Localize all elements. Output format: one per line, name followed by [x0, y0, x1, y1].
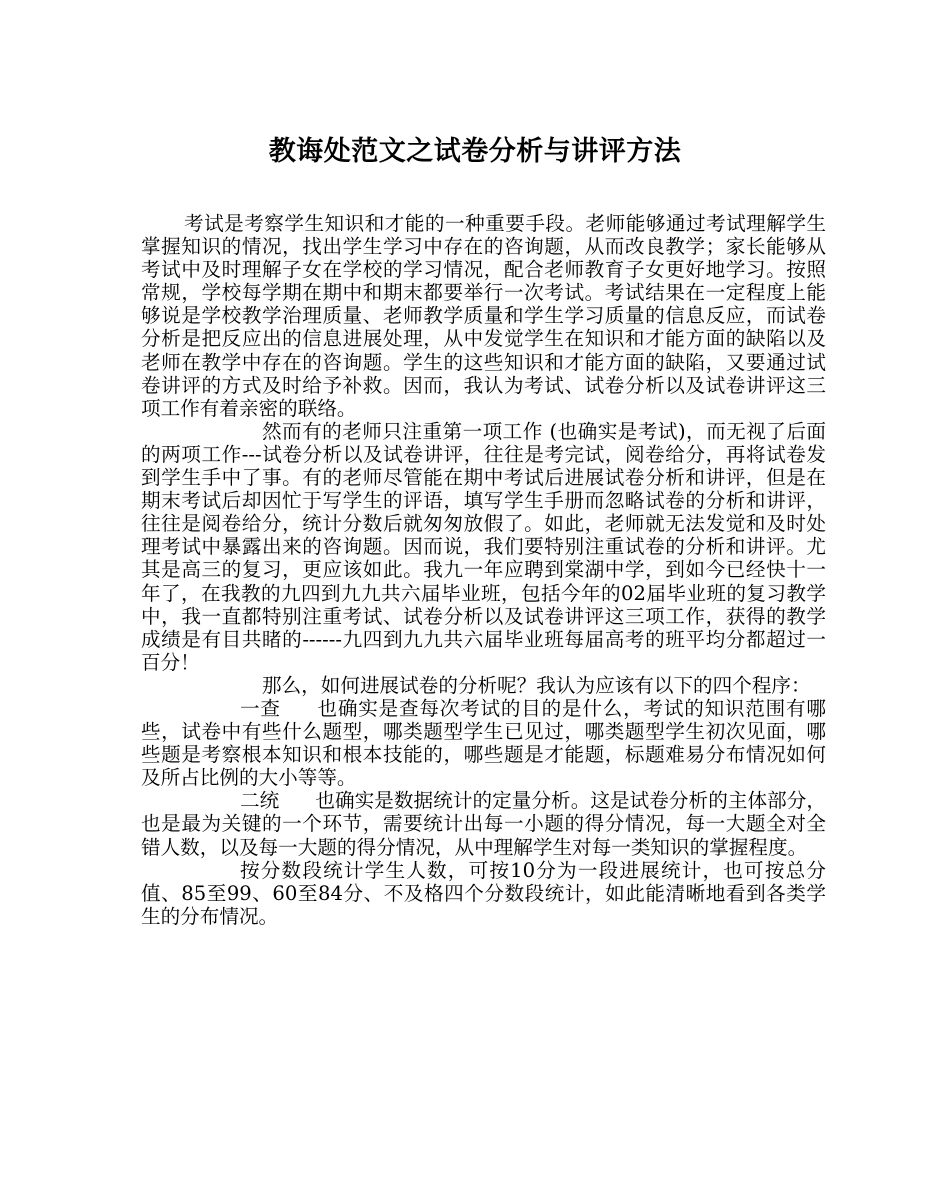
paragraph-text: 那么，如何进展试卷的分析呢？我认为应该有以下的四个程序： — [262, 673, 811, 697]
paragraph-neglect — [141, 420, 826, 674]
paragraph-step-check — [141, 697, 826, 789]
paragraph-score-bands — [141, 859, 826, 928]
paragraph-procedure-intro — [141, 674, 826, 697]
paragraph-text: 也确实是查每次考试的目的是什么，考试的知识范围有哪些，试卷中有些什么题型，哪类题型学生已见过，哪类题型学生初次见面，哪些题是考察根本知识和根本技能的，哪些题是才能题，标题难易分布情况如何及所占比例的大小等等。 — [141, 696, 827, 790]
paragraph-text: 也确实是数据统计的定量分析。这是试卷分析的主体部分，也是最为关键的一个环节，需要统计出每一小题的得分情况，每一大题全对全错人数，以及每一大题的得分情况，从中理解学生对每一类知识的掌握程度。 — [141, 789, 827, 859]
step-label: 一查 — [240, 696, 281, 720]
paragraph-text: 然而有的老师只注重第一项工作 (也确实是考试)，而无视了后面的两项工作---试卷分析以及试卷讲评，往往是考完试，阅卷给分，再将试卷发到学生手中了事。有的老师尽管能在期中考试后进展试卷分析和讲评，但是在期末考试后却因忙于写学生的评语，填写学生手册而忽略试卷的分析和讲评，往往是阅卷给分，统计分数后就匆匆放假了。如此，老师就无法发觉和及时处理考试中暴露出来的咨询题。因而说，我们要特别注重试卷的分析和讲评。尤其是高三的复习，更应该如此。我九一年应聘到棠湖中学，到如今已经快十一年了，在我教的九四到九九共六届毕业班，包括今年的02届毕业班的复习教学中，我一直都特别注重考试、试卷分析以及试卷讲评这三项工作，获得的教学成绩是有目共睹的------九四到九九共六届毕业班每届高考的班平均分都超过一百分！ — [141, 419, 826, 674]
paragraph-text: 按分数段统计学生人数，可按10分为一段进展统计，也可按总分值、85至99、60至84分、不及格四个分数段统计，如此能清晰地看到各类学生的分布情况。 — [141, 858, 826, 928]
paragraph-step-statistics — [141, 789, 826, 858]
document-title: 教诲处范文之试卷分析与讲评方法 — [268, 136, 682, 167]
paragraph-intro — [141, 212, 826, 420]
document-body — [141, 212, 826, 928]
step-label: 二统 — [240, 789, 280, 813]
paragraph-text: 考试是考察学生知识和才能的一种重要手段。老师能够通过考试理解学生掌握知识的情况，找出学生学习中存在的咨询题，从而改良教学；家长能够从考试中及时理解子女在学校的学习情况，配合老师教育子女更好地学习。按照常规，学校每学期在期中和期末都要举行一次考试。考试结果在一定程度上能够说是学校教学治理质量、老师教学质量和学生学习质量的信息反应，而试卷分析是把反应出的信息进展处理，从中发觉学生在知识和才能方面的缺陷以及老师在教学中存在的咨询题。学生的这些知识和才能方面的缺陷，又要通过试卷讲评的方式及时给予补救。因而，我认为考试、试卷分析以及试卷讲评这三项工作有着亲密的联络。 — [141, 212, 826, 420]
